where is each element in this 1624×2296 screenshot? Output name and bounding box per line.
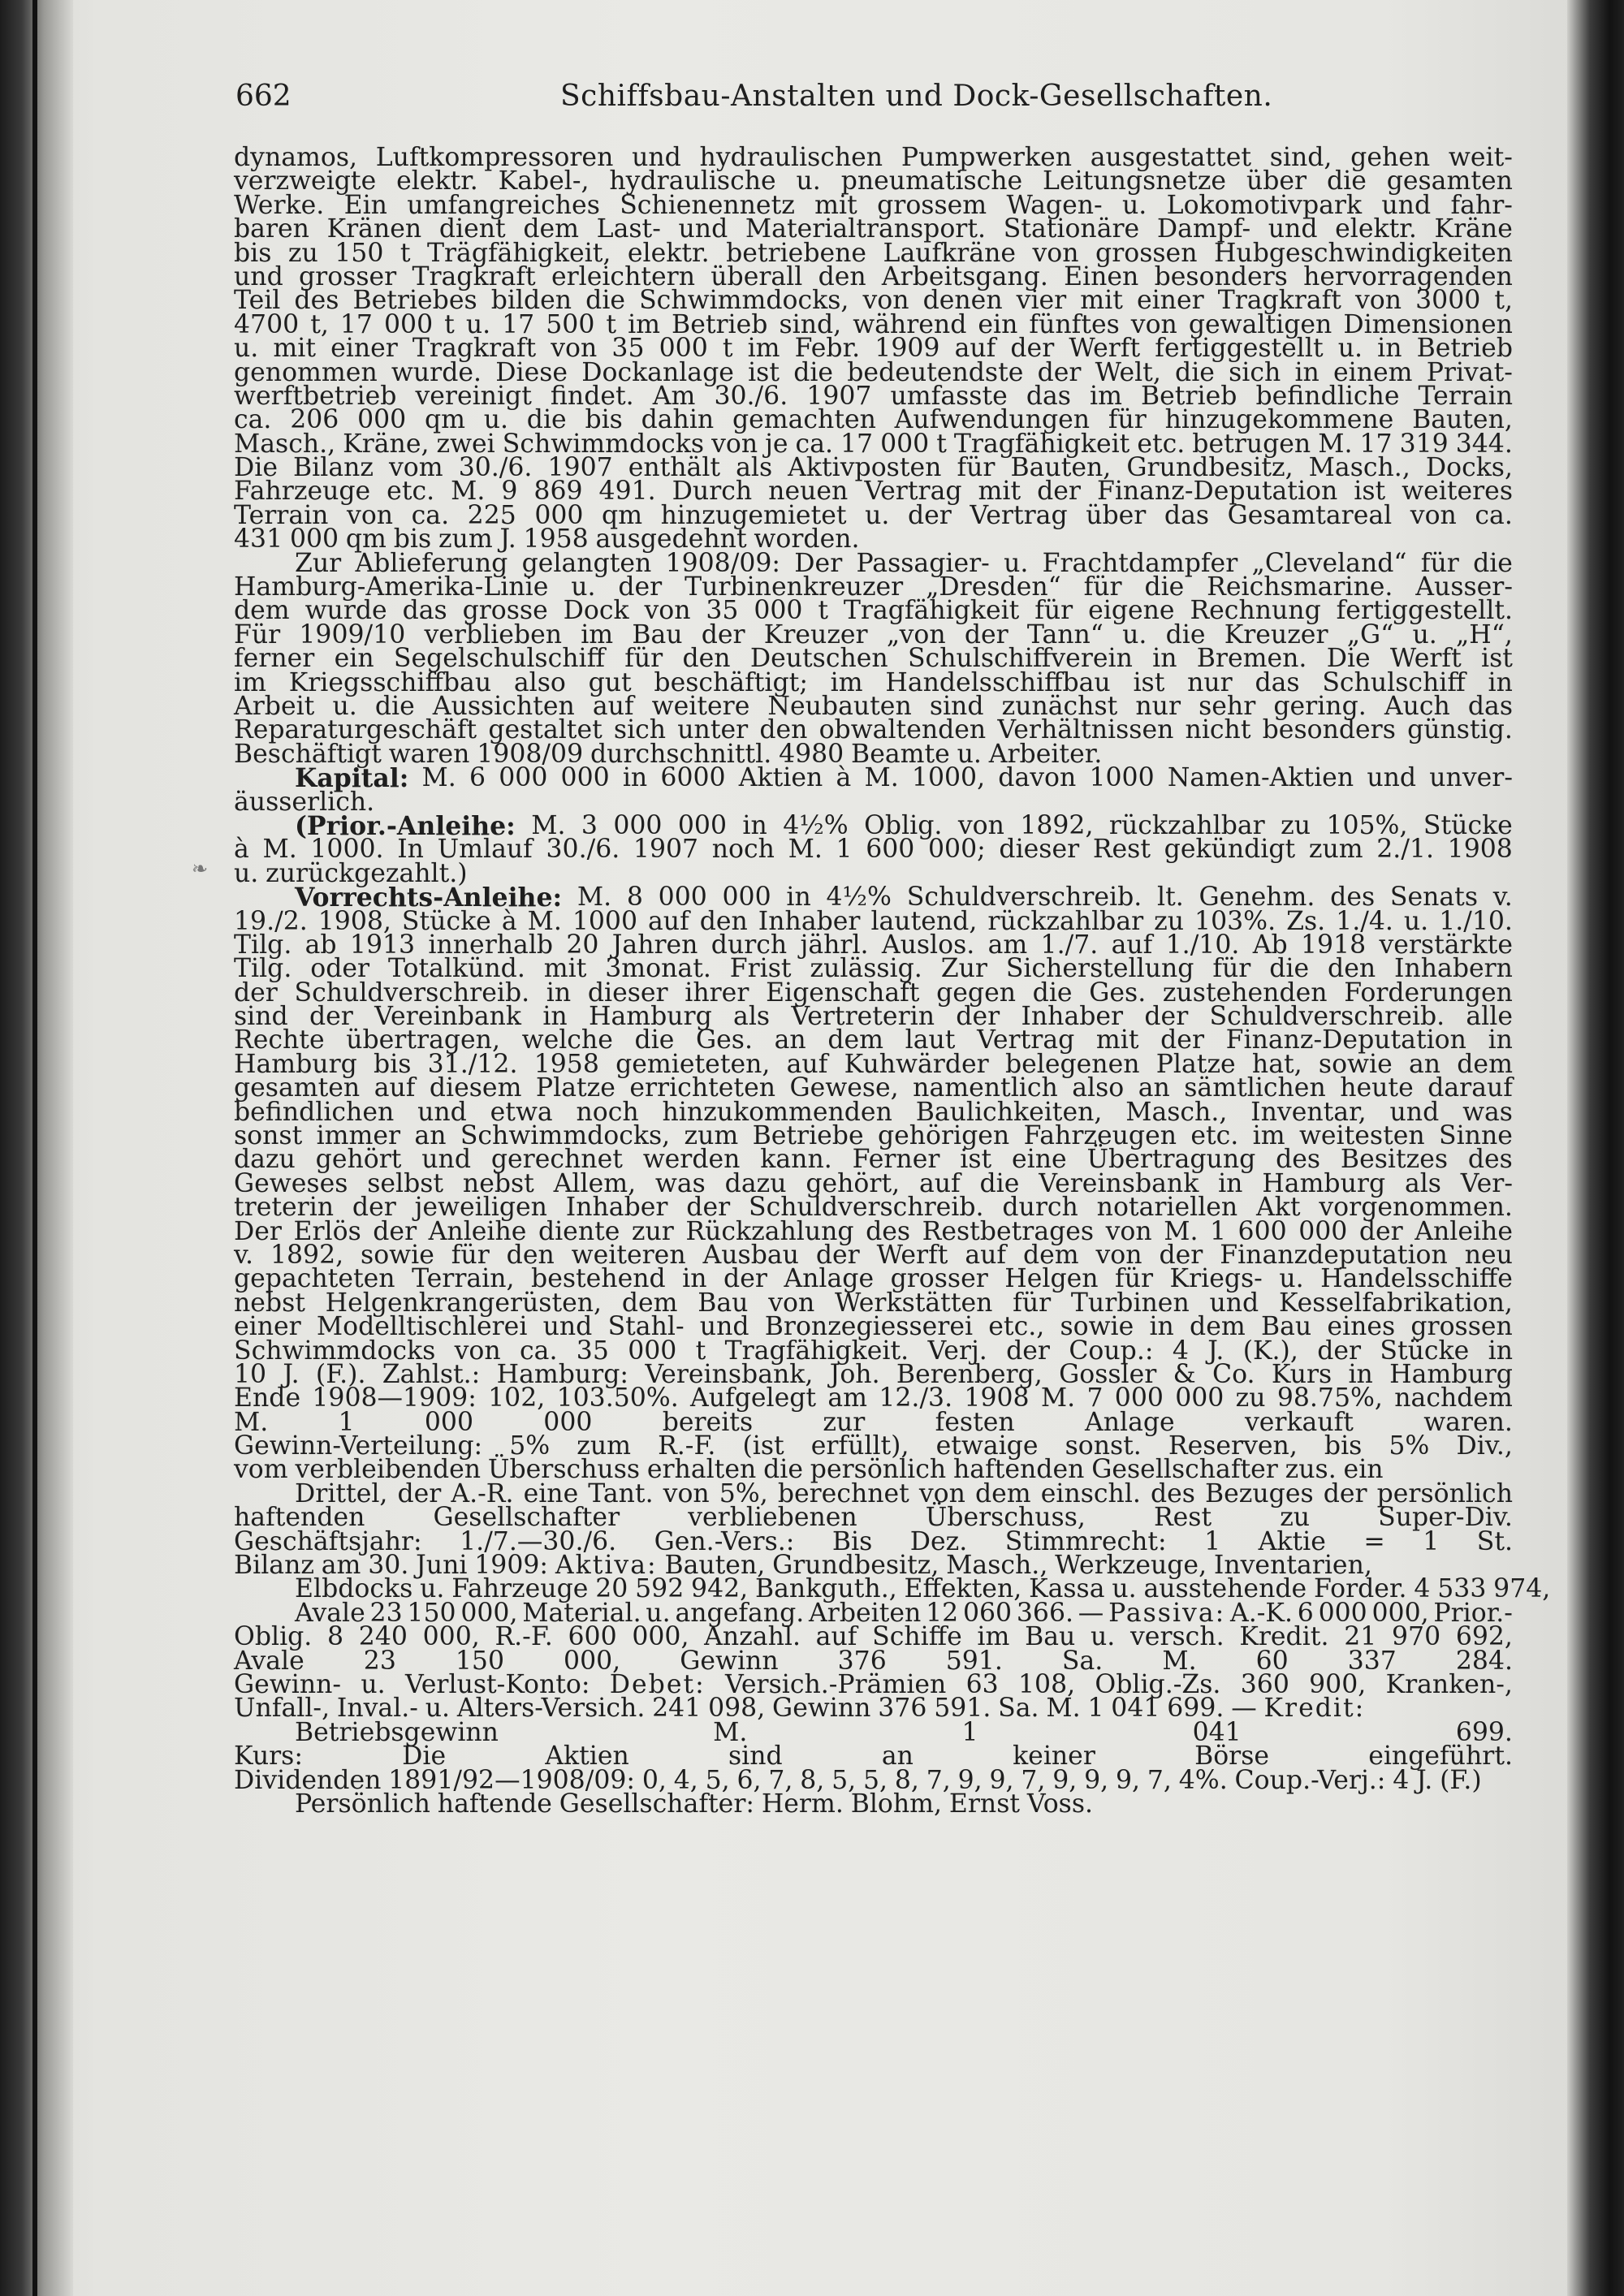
text-line: Reparaturgeschäft gestaltet sich unter den obwaltenden Verhältnissen nicht besonders günstig. (234, 715, 1513, 745)
text-line: Gewinn- u. Verlust-Konto: Debet: Versich.-Prämien 63 108, Oblig.-Zs. 360 900, Kranken-, (234, 1670, 1513, 1699)
text-line: Schwimmdocks von ca. 35 000 t Tragfähigkeit. Verj. der Coup.: 4 J. (K.), der Stücke in (234, 1336, 1513, 1366)
text-line: Persönlich haftende Gesellschafter: Herm. Blohm, Ernst Voss. (295, 1789, 1094, 1819)
text-line: (Prior.-Anleihe: M. 3 000 000 in 4½% Oblig. von 1892, rückzahlbar zu 105%, Stücke (295, 810, 1513, 841)
text-line: Terrain von ca. 225 000 qm hinzugemietet u. der Vertrag über das Gesamtareal von ca. (234, 500, 1513, 530)
text-line: verzweigte elektr. Kabel-, hydraulische u. pneumatische Leitungsnetze über die gesamten (234, 166, 1513, 196)
text-line: Kurs: Die Aktien sind an keiner Börse eingeführt. (234, 1741, 1513, 1772)
text-line: 431 000 qm bis zum J. 1958 ausgedehnt worden. (234, 524, 860, 555)
text-line: Beschäftigt waren 1908/09 durchschnittl. 4980 Beamte u. Arbeiter. (234, 739, 1103, 769)
text-line: und grosser Tragkraft erleichtern überall den Arbeitsgang. Einen besonders hervorragenden (234, 261, 1513, 291)
text-line: dazu gehört und gerechnet werden kann. Ferner ist eine Übertragung des Besitzes des (234, 1145, 1513, 1175)
text-line: Gewinn-Verteilung: 5% zum R.-F. (ist erfüllt), etwaige sonst. Reserven, bis 5% Div., (234, 1431, 1513, 1461)
text-line: Rechte übertragen, welche die Ges. an dem laut Vertrag mit der Finanz-Deputation in (234, 1025, 1513, 1055)
body-text (234, 143, 1551, 1819)
text-line: 10 J. (F.). Zahlst.: Hamburg: Vereinsbank, Joh. Berenberg, Gossler & Co. Kurs in Hamburg (234, 1359, 1513, 1389)
text-line: u. mit einer Tragkraft von 35 000 t im Febr. 1909 auf der Werft fertiggestellt u. in Betrieb (234, 334, 1513, 364)
text-line: dem wurde das grosse Dock von 35 000 t Tragfähigkeit für eigene Rechnung fertiggestellt. (234, 596, 1513, 626)
text-line: Ende 1908—1909: 102, 103.50%. Aufgelegt am 12./3. 1908 M. 7 000 000 zu 98.75%, nachdem (234, 1383, 1513, 1413)
text-line: Bilanz am 30. Juni 1909: Aktiva: Bauten, Grundbesitz, Masch., Werkzeuge, Inventarien, (234, 1551, 1372, 1581)
text-line: Dividenden 1891/92—1908/09: 0, 4, 5, 6, 7, 8, 5, 5, 8, 7, 9, 9, 7, 9, 9, 9, 7, 4%. Coup.-Verj.: 4 J. (F.) (234, 1765, 1482, 1795)
binding-dark-line (32, 0, 37, 2296)
page-header (235, 80, 1518, 128)
text-line: sind der Vereinbank in Hamburg als Vertreterin der Inhaber der Schuldverschreib. alle (234, 1002, 1513, 1032)
text-line: Hamburg bis 31./12. 1958 gemieteten, auf Kuhwärder belegenen Platze hat, sowie an dem (234, 1049, 1513, 1079)
text-line: Masch., Kräne, zwei Schwimmdocks von je ca. 17 000 t Tragfähigkeit etc. betrugen M. 17 319 344. (234, 429, 1513, 459)
text-line: Oblig. 8 240 000, R.-F. 600 000, Anzahl. auf Schiffe im Bau u. versch. Kredit. 21 970 692, (234, 1622, 1513, 1652)
text-line: Arbeit u. die Aussichten auf weitere Neubauten sind zunächst nur sehr gering. Auch das (234, 691, 1513, 721)
text-line: Tilg. oder Totalkünd. mit 3monat. Frist zulässig. Zur Sicherstellung für die den Inhabern (234, 954, 1513, 984)
text-line: Unfall-, Inval.- u. Alters-Versich. 241 098, Gewinn 376 591. Sa. M. 1 041 699. — Kredit: (234, 1694, 1366, 1724)
text-line: Elbdocks u. Fahrzeuge 20 592 942, Bankguth., Effekten, Kassa u. ausstehende Forder. 4 533 974, (295, 1574, 1551, 1604)
text-line: Zur Ablieferung gelangten 1908/09: Der Passagier- u. Frachtdampfer „Cleveland“ für die (295, 548, 1513, 578)
text-line: Drittel, der A.-R. eine Tant. von 5%, berechnet von dem einschl. des Bezuges der persönlich (295, 1478, 1513, 1508)
running-title: Schiffsbau-Anstalten und Dock-Gesellschaften. (560, 80, 1273, 113)
text-line: Werke. Ein umfangreiches Schienennetz mit grossem Wagen- u. Lokomotivpark und fahr- (234, 190, 1513, 220)
text-line: à M. 1000. In Umlauf 30./6. 1907 noch M. 1 600 000; dieser Rest gekündigt zum 2./1. 1908 (234, 835, 1513, 865)
ink-smudge-mark: ❧ (192, 857, 209, 880)
text-line: vom verbleibenden Überschuss erhalten die persönlich haftenden Gesellschafter zus. ein (234, 1455, 1384, 1485)
text-line: M. 1 000 000 bereits zur festen Anlage verkauft waren. (234, 1407, 1513, 1437)
text-line: einer Modelltischlerei und Stahl- und Bronzegiesserei etc., sowie in dem Bau eines grossen (234, 1312, 1513, 1342)
text-line: der Schuldverschreib. in dieser ihrer Eigenschaft gegen die Ges. zustehenden Forderungen (234, 978, 1513, 1008)
text-line: Vorrechts-Anleihe: M. 8 000 000 in 4½% Schuldverschreib. lt. Genehm. des Senats v. (295, 883, 1513, 913)
text-line: treterin der jeweiligen Inhaber der Schuldverschreib. durch notariellen Akt vorgenommen. (234, 1193, 1513, 1223)
text-line: Avale 23 150 000, Gewinn 376 591. Sa. M. 60 337 284. (234, 1646, 1513, 1676)
text-line: Fahrzeuge etc. M. 9 869 491. Durch neuen Vertrag mit der Finanz-Deputation ist weiteres (234, 477, 1513, 507)
text-line: Avale 23 150 000, Material. u. angefang. Arbeiten 12 060 366. — Passiva: A.-K. 6 000 000, Prior.- (295, 1598, 1513, 1628)
text-line: gepachteten Terrain, bestehend in der Anlage grosser Helgen für Kriegs- u. Handelsschiffe (234, 1264, 1513, 1294)
text-line: dynamos, Luftkompressoren und hydraulischen Pumpwerken ausgestattet sind, gehen weit- (234, 143, 1513, 172)
text-line: nebst Helgenkrangerüsten, dem Bau von Werkstätten für Turbinen und Kesselfabrikation, (234, 1288, 1513, 1318)
text-line: v. 1892, sowie für den weiteren Ausbau der Werft auf dem von der Finanzdeputation neu (234, 1240, 1513, 1270)
text-line: Tilg. ab 1913 innerhalb 20 Jahren durch jährl. Auslos. am 1./7. auf 1./10. Ab 1918 verstärkte (234, 930, 1513, 960)
text-line: 4700 t, 17 000 t u. 17 500 t im Betrieb sind, während ein fünftes von gewaltigen Dimensionen (234, 309, 1513, 339)
text-line: im Kriegsschiffbau also gut beschäftigt; im Handelsschiffbau ist nur das Schulschiff in (234, 667, 1513, 697)
text-line: ferner ein Segelschulschiff für den Deutschen Schulschiffverein in Bremen. Die Werft ist (234, 644, 1513, 674)
text-line: u. zurückgezahlt.) (234, 858, 468, 888)
text-line: 19./2. 1908, Stücke à M. 1000 auf den Inhaber lautend, rückzahlbar zu 103%. Zs. 1./4. u. 1./10. (234, 906, 1513, 936)
text-line: sonst immer an Schwimmdocks, zum Betriebe gehörigen Fahrzeugen etc. im weitesten Sinne (234, 1121, 1513, 1151)
text-line: Für 1909/10 verblieben im Bau der Kreuzer „von der Tann“ u. die Kreuzer „G“ u. „H“, (234, 619, 1513, 650)
text-line: bis zu 150 t Trägfähigkeit, elektr. betriebene Laufkräne von grossen Hubgeschwindigkeiten (234, 238, 1513, 268)
text-line: ca. 206 000 qm u. die bis dahin gemachten Aufwendungen für hinzugekommene Bauten, (234, 405, 1513, 435)
text-line: haftenden Gesellschafter verbliebenen Überschuss, Rest zu Super-Div. (234, 1503, 1513, 1533)
text-line: Die Bilanz vom 30./6. 1907 enthält als Aktivposten für Bauten, Grundbesitz, Masch., Docks, (234, 453, 1513, 483)
text-line: Kapital: M. 6 000 000 in 6000 Aktien à M. 1000, davon 1000 Namen-Aktien und unver- (295, 763, 1513, 794)
text-line: baren Kränen dient dem Last- und Materialtransport. Stationäre Dampf- und elektr. Kräne (234, 214, 1513, 244)
page-edge-shadow (1567, 0, 1624, 2296)
text-line: befindlichen und etwa noch hinzukommenden Baulichkeiten, Masch., Inventar, und was (234, 1097, 1513, 1127)
text-line: werftbetrieb vereinigt findet. Am 30./6. 1907 umfasste das im Betrieb befindliche Terrain (234, 381, 1513, 411)
text-line: genommen wurde. Diese Dockanlage ist die bedeutendste der Welt, die sich in einem Privat- (234, 357, 1513, 387)
page-number: 662 (235, 80, 292, 113)
text-line: Betriebsgewinn M. 1 041 699. (295, 1717, 1513, 1747)
text-line: Geweses selbst nebst Allem, was dazu gehört, auf die Vereinsbank in Hamburg als Ver- (234, 1168, 1513, 1198)
text-line: äusserlich. (234, 787, 375, 817)
text-line: Hamburg-Amerika-Linie u. der Turbinenkreuzer „Dresden“ für die Reichsmarine. Ausser- (234, 572, 1513, 602)
text-line: Teil des Betriebes bilden die Schwimmdocks, von denen vier mit einer Tragkraft von 3000 t, (234, 286, 1513, 316)
text-line: Der Erlös der Anleihe diente zur Rückzahlung des Restbetrages von M. 1 600 000 der Anleihe (234, 1216, 1513, 1246)
text-line: gesamten auf diesem Platze errichteten Gewese, namentlich also an sämtlichen heute darauf (234, 1073, 1513, 1103)
text-line: Geschäftsjahr: 1./7.—30./6. Gen.-Vers.: Bis Dez. Stimmrecht: 1 Aktie = 1 St. (234, 1526, 1513, 1556)
